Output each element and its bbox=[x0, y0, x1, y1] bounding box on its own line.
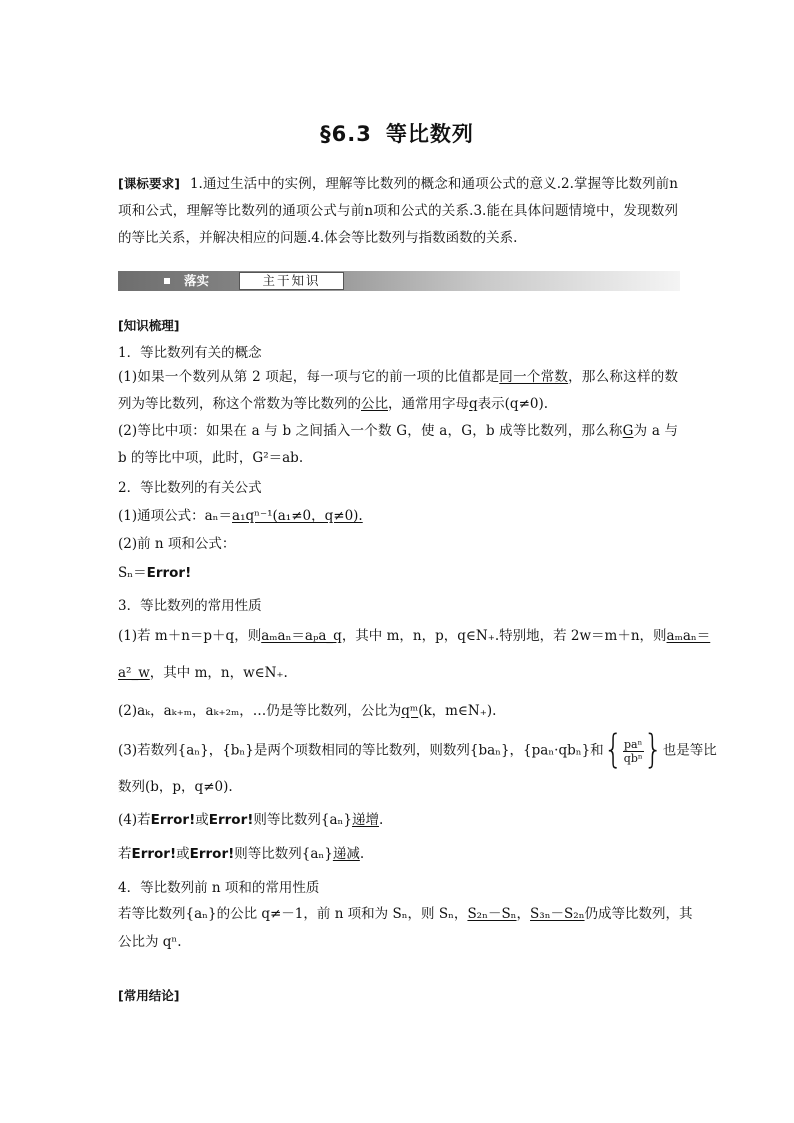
text: 若等比数列{aₙ}的公比 q≠－1，前 n 项和为 Sₙ，则 Sₙ， bbox=[118, 906, 468, 922]
error-placeholder: Error! bbox=[131, 846, 177, 862]
underlined-answer: aₘaₙ＝ bbox=[666, 628, 711, 644]
underlined-answer: qᵐ bbox=[401, 703, 419, 719]
underlined-answer: aₘaₙ＝aₚa_q bbox=[261, 628, 342, 644]
fraction-numerator: paⁿ bbox=[624, 737, 643, 751]
text: 则等比数列{aₙ} bbox=[234, 846, 333, 862]
sec1-paragraph-1 bbox=[118, 364, 678, 418]
underlined-answer: 递减 bbox=[332, 846, 360, 862]
text: 为 a 与 b 的等比中项，此时，G²＝ab. bbox=[118, 423, 678, 466]
curriculum-requirements bbox=[118, 170, 678, 252]
underlined-answer: G bbox=[622, 423, 634, 439]
underlined-answer: 公比 bbox=[361, 396, 388, 412]
underlined-answer: a²_w bbox=[118, 665, 150, 681]
sec3-property-3b: 数列(b，p，q≠0). bbox=[118, 779, 233, 795]
requirements-tag: [课标要求] bbox=[118, 176, 180, 191]
banner-left-text: 落实 bbox=[184, 273, 210, 288]
banner-label-left bbox=[118, 272, 238, 290]
sec3-property-1b bbox=[118, 661, 678, 681]
text: 或 bbox=[195, 812, 209, 828]
sec3-property-4 bbox=[118, 808, 678, 828]
text: 仍成等比数列，其 bbox=[584, 906, 693, 922]
text: ，那么称这样的数列为等比数列，称这个常数为等比数列的 bbox=[118, 369, 679, 412]
text: ，其中 m，n，p，q∈N₊.特别地，若 2w＝m＋n，则 bbox=[341, 628, 667, 644]
text: ，通常用字母 bbox=[388, 396, 469, 412]
text: 也是等比 bbox=[662, 742, 717, 759]
underlined-answer: S₂ₙ－Sₙ bbox=[467, 906, 517, 922]
text: (4)若 bbox=[118, 812, 151, 828]
text: (1)通项公式：aₙ＝ bbox=[118, 508, 233, 524]
text: 或 bbox=[176, 846, 190, 862]
text: . bbox=[359, 846, 365, 862]
text: . bbox=[378, 812, 384, 828]
text: (k，m∈N₊). bbox=[418, 703, 497, 719]
error-placeholder: Error! bbox=[189, 846, 235, 862]
underlined-answer: q bbox=[469, 396, 478, 412]
underlined-answer: 递增 bbox=[351, 812, 379, 828]
underlined-answer: 同一个常数 bbox=[499, 369, 569, 385]
sec4-paragraph-2: 公比为 qⁿ. bbox=[118, 934, 182, 950]
sec3-property-2 bbox=[118, 699, 678, 719]
error-placeholder: Error! bbox=[146, 565, 192, 581]
sec2-formula-2: (2)前 n 项和公式： bbox=[118, 536, 236, 552]
error-placeholder: Error! bbox=[208, 812, 254, 828]
error-placeholder: Error! bbox=[150, 812, 196, 828]
sec4-heading: 4．等比数列前 n 项和的常用性质 bbox=[118, 880, 320, 896]
section-title: 等比数列 bbox=[385, 122, 474, 146]
text: ， bbox=[516, 906, 531, 922]
sec3-property-3a bbox=[118, 727, 717, 774]
underlined-answer: a₁qⁿ⁻¹(a₁≠0，q≠0). bbox=[232, 508, 363, 524]
sec3-heading: 3．等比数列的常用性质 bbox=[118, 598, 262, 614]
knowledge-tag: [知识梳理] bbox=[118, 318, 180, 333]
section-number: §6.3 bbox=[320, 122, 372, 146]
underlined-answer: S₃ₙ－S₂ₙ bbox=[530, 906, 585, 922]
sec4-paragraph-1 bbox=[118, 902, 693, 922]
left-brace: { bbox=[603, 727, 623, 774]
page-title bbox=[0, 118, 794, 148]
sec1-heading: 1．等比数列有关的概念 bbox=[118, 345, 262, 361]
sec2-heading: 2．等比数列的有关公式 bbox=[118, 480, 262, 496]
text: (1)如果一个数列从第 2 项起，每一项与它的前一项的比值都是 bbox=[118, 369, 500, 385]
text: 表示(q≠0). bbox=[477, 396, 549, 412]
fraction-denominator: qbⁿ bbox=[623, 751, 643, 765]
square-bullet-icon bbox=[164, 278, 170, 284]
text: 则等比数列{aₙ} bbox=[253, 812, 352, 828]
requirements-text: 1.通过生活中的实例，理解等比数列的概念和通项公式的意义.2.掌握等比数列前n项和公式，理解等比数列的通项公式与前n项和公式的关系.3.能在具体问题情境中，发现数列的等比关系，并解决相应的问题.4.体会等比数列与指数函数的关系. bbox=[118, 176, 678, 246]
text: (2)aₖ，aₖ₊ₘ，aₖ₊₂ₘ，…仍是等比数列，公比为 bbox=[118, 703, 402, 719]
conclusion-tag: [常用结论] bbox=[118, 988, 180, 1003]
section-banner bbox=[118, 271, 680, 293]
text: (1)若 m＋n＝p＋q，则 bbox=[118, 628, 262, 644]
text: 若 bbox=[118, 846, 132, 862]
banner-label-right: 主干知识 bbox=[239, 272, 344, 290]
sec2-formula-1 bbox=[118, 504, 678, 524]
text: ，其中 m，n，w∈N₊. bbox=[149, 665, 288, 681]
text: (3)若数列{aₙ}，{bₙ}是两个项数相同的等比数列，则数列{baₙ}，{paₙ·qbₙ}和 bbox=[118, 742, 604, 759]
text: Sₙ＝ bbox=[118, 565, 147, 581]
fraction bbox=[623, 738, 644, 765]
sec3-property-1a bbox=[118, 624, 711, 644]
sec1-paragraph-2 bbox=[118, 418, 678, 472]
right-brace: } bbox=[643, 727, 663, 774]
text: (2)等比中项：如果在 a 与 b 之间插入一个数 G，使 a，G，b 成等比数列，那么称 bbox=[118, 423, 623, 439]
sec2-formula-3 bbox=[118, 561, 678, 581]
sec3-property-5 bbox=[118, 842, 678, 862]
